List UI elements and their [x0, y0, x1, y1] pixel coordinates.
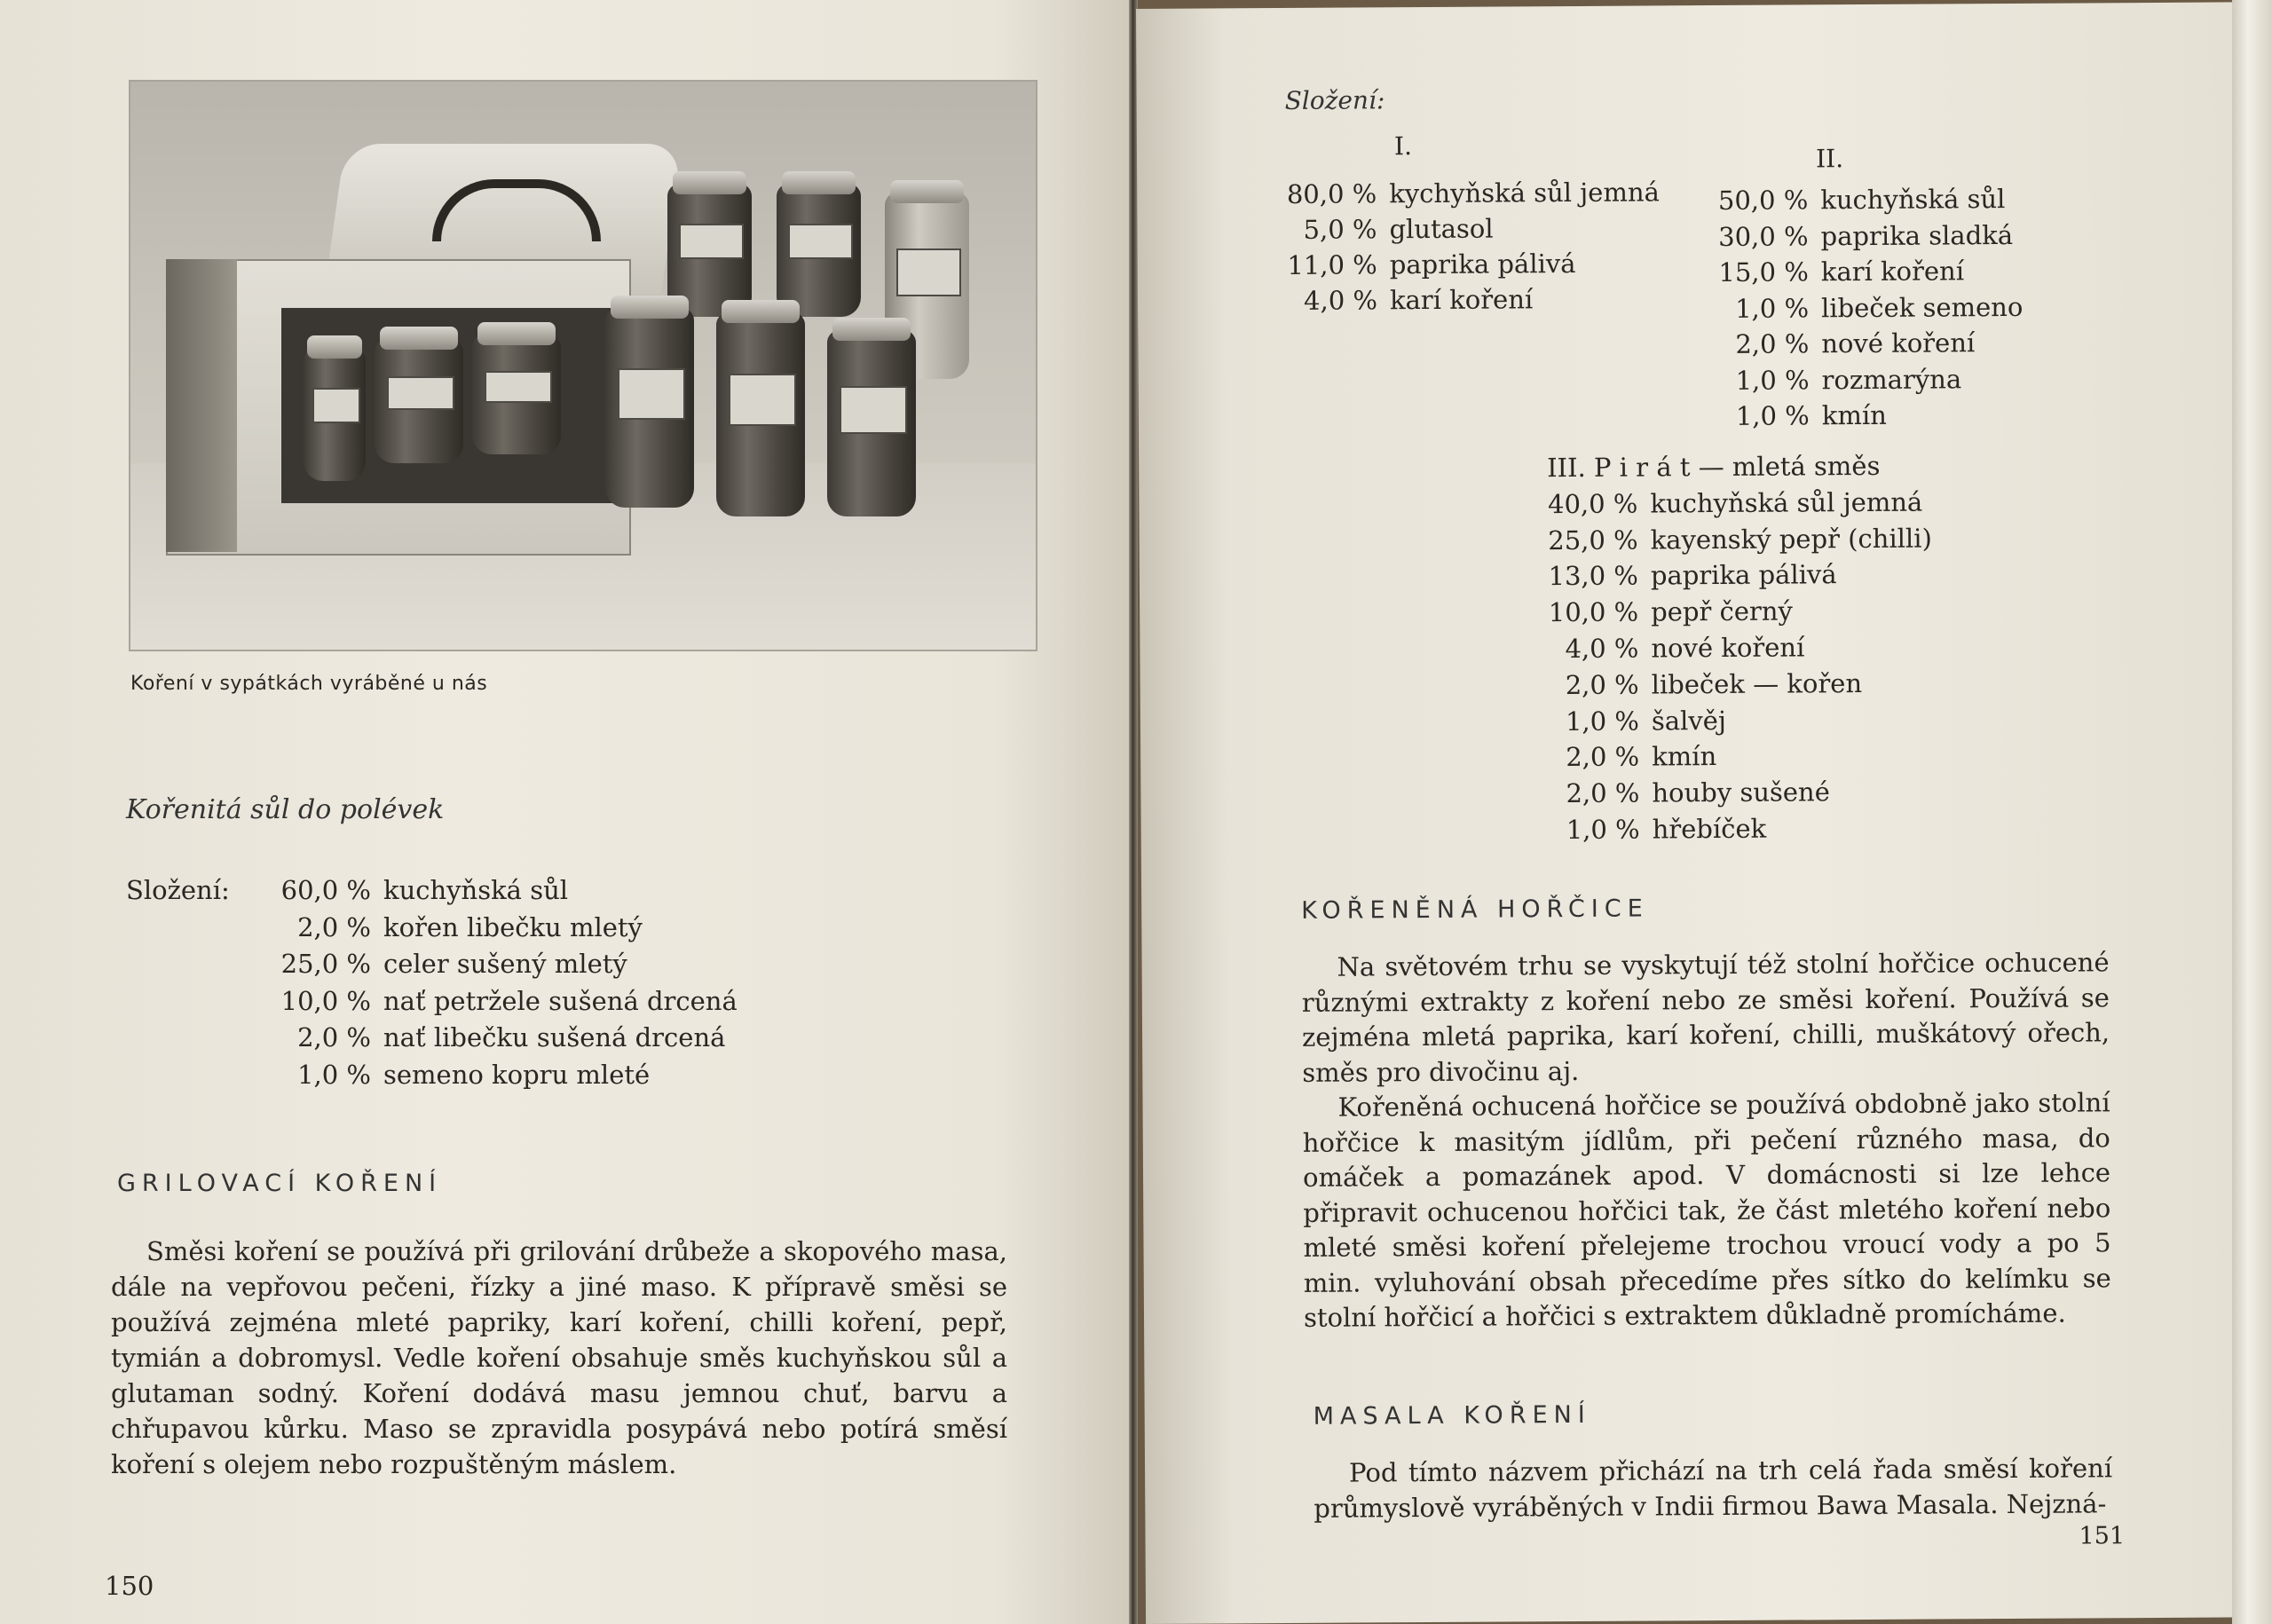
ingredient: libeček — kořen: [1651, 667, 1863, 700]
list-item: [1281, 174, 1660, 212]
paragraph-text: Pod tímto názvem přichází na trh celá řada směsí koření průmyslově vyráběných v Indii firmou Bawa Masala. Nejzná-: [1314, 1453, 2113, 1524]
percentage: 1,0 %: [1735, 364, 1810, 396]
percentage: 1,0 %: [1565, 706, 1640, 737]
spice-jars-photo: [129, 80, 1037, 651]
list-item: [1547, 484, 1931, 522]
seasoned-salt-composition: [126, 872, 738, 1093]
ingredient: rozmarýna: [1821, 363, 1962, 395]
list-item: [126, 983, 738, 1021]
ingredient: kuchyňská sůl jemná: [1650, 486, 1923, 519]
spice-jar: [472, 335, 561, 454]
percentage: 2,0 %: [1566, 741, 1640, 773]
ingredient: kayenský pepř (chilli): [1650, 523, 1932, 556]
mix-1-list: [1281, 174, 1661, 319]
ingredient: kychyňská sůl jemná: [1389, 177, 1660, 209]
percentage: 11,0 %: [1287, 249, 1377, 280]
percentage: 80,0 %: [1286, 178, 1377, 209]
list-item: [1714, 397, 2024, 435]
seasoned-mustard-text: [1301, 945, 2111, 1336]
ingredient: hřebíček: [1652, 813, 1767, 845]
spice-jar: [777, 184, 861, 317]
list-item: [126, 946, 738, 983]
spice-jar: [304, 348, 366, 481]
list-item: [1713, 325, 2024, 363]
mix-numeral-2: II.: [1815, 144, 1844, 174]
list-item: [1282, 280, 1661, 319]
spice-jar: [827, 330, 916, 516]
spice-jar: [716, 312, 805, 516]
grill-seasoning-paragraph: [111, 1234, 1007, 1482]
spice-jar: [375, 339, 463, 463]
percentage: 15,0 %: [1718, 256, 1809, 288]
ingredient: karí koření: [1820, 256, 1965, 288]
mix-3-list: [1547, 448, 1934, 848]
percentage: 13,0 %: [1548, 560, 1639, 592]
composition-label-right: Složení:: [1284, 85, 1385, 115]
list-item: [1713, 288, 2024, 327]
mix-numeral-1: I.: [1393, 131, 1413, 162]
ingredient: semeno kopru mleté: [383, 1059, 651, 1090]
section-title-seasoned-salt: Kořenitá sůl do polévek: [126, 794, 445, 825]
ingredient: kmín: [1652, 741, 1717, 772]
ingredient: kořen libečku mletý: [383, 911, 643, 942]
paragraph-text: Na světovém trhu se vyskytují též stolní hořčice ochucené různými extrakty z koření nebo ze směsi koření. Používá se zejména mletá paprika, karí koření, chilli, muškátový ořech, směs pro divočinu aj.: [1301, 947, 2110, 1088]
list-item: [1281, 209, 1660, 248]
ingredient: šalvěj: [1651, 705, 1726, 737]
ingredient: nať libečku sušená drcená: [383, 1022, 726, 1052]
book-gutter: [1129, 0, 1138, 1624]
list-item: [126, 910, 738, 947]
spice-jar: [605, 308, 694, 508]
ingredient: glutasol: [1389, 213, 1494, 245]
percentage: 2,0 %: [1735, 328, 1810, 359]
percentage: 50,0 %: [1717, 185, 1809, 216]
list-item: [126, 1020, 738, 1057]
ingredient: pepř černý: [1651, 595, 1793, 627]
ingredient: libeček semeno: [1820, 291, 2024, 323]
masala-text: [1314, 1451, 2112, 1525]
rack-side: [166, 259, 237, 552]
list-item: [1549, 737, 1933, 776]
list-item: [1549, 774, 1933, 812]
percentage: 60,0 %: [280, 875, 371, 905]
list-item: [1548, 593, 1932, 631]
percentage: 4,0 %: [1565, 633, 1639, 665]
mix-3-title: III. P i r á t — mletá směs: [1547, 450, 1881, 484]
paragraph-text: Kořeněná ochucená hořčice se používá obdobně jako stolní hořčice k masitým jídlům, při pečení různého masa, do omáček a pomazánek apod. V domácnosti si lze lehce připravit ochucenou hořčici tak, že část mletého koření nebo mleté směsi koření přelejeme trochou vroucí vody a po 5 min. vyluhování obsah přecedíme přes sítko do kelímku se stolní hořčicí a hořčici s extraktem důkladně promícháme.: [1302, 1087, 2111, 1333]
ingredient: celer sušený mletý: [383, 949, 627, 979]
list-item: [1549, 701, 1933, 739]
list-item: [1550, 809, 1934, 847]
mix-2-list: [1712, 181, 2024, 435]
paragraph-text: Směsi koření se používá při grilování drůbeže a skopového masa, dále na vepřovou pečeni, řízky a jiné maso. K přípravě směsi se používá zejména mleté papriky, karí koření, chilli koření, pepř, tymián a dobromysl. Vedle koření obsahuje směs kuchyňskou sůl a glutaman sodný. Koření dodává masu jemnou chuť, barvu a chřupavou kůrku. Maso se zpravidla posypává nebo potírá směsí koření s olejem nebo rozpuštěným máslem.: [111, 1236, 1007, 1479]
list-item: [1282, 245, 1661, 283]
page-number-left: 150: [105, 1571, 154, 1601]
list-item: [126, 1057, 738, 1094]
list-item: [1713, 253, 2024, 291]
list-item: [1713, 360, 2024, 398]
section-heading-seasoned-mustard: KOŘENĚNÁ HOŘČICE: [1301, 895, 1649, 925]
left-page: [0, 0, 1132, 1624]
ingredient: kmín: [1821, 399, 1887, 431]
ingredient: nové koření: [1651, 632, 1805, 664]
ingredient: kuchyňská sůl: [383, 875, 569, 905]
ingredient: kuchyňská sůl: [1820, 184, 2006, 216]
percentage: 5,0 %: [1303, 214, 1377, 245]
percentage: 1,0 %: [1735, 400, 1810, 431]
list-item: [1548, 556, 1932, 595]
list-item: [1549, 665, 1933, 703]
percentage: 10,0 %: [280, 985, 371, 1016]
composition-label: Složení:: [126, 875, 230, 905]
ingredient: paprika pálivá: [1650, 559, 1837, 591]
ingredient: karí koření: [1389, 284, 1534, 316]
percentage: 25,0 %: [280, 949, 371, 979]
percentage: 30,0 %: [1718, 220, 1809, 252]
percentage: 2,0 %: [297, 1022, 371, 1052]
ingredient: paprika sladká: [1820, 219, 2014, 251]
percentage: 1,0 %: [1735, 292, 1810, 324]
list-item: [1712, 181, 2023, 219]
ingredient: houby sušené: [1652, 777, 1830, 808]
list-item: [1712, 217, 2023, 255]
percentage: 40,0 %: [1547, 488, 1638, 519]
percentage: 4,0 %: [1304, 285, 1378, 316]
right-page: [1136, 2, 2246, 1624]
section-heading-masala: MASALA KOŘENÍ: [1313, 1400, 1591, 1431]
percentage: 2,0 %: [297, 911, 371, 942]
list-item: [126, 872, 738, 910]
percentage: 10,0 %: [1548, 596, 1639, 628]
ingredient: paprika pálivá: [1389, 248, 1576, 280]
list-item: [1548, 629, 1932, 667]
page-number-right: 151: [2079, 1522, 2126, 1550]
percentage: 25,0 %: [1548, 524, 1638, 556]
percentage: 2,0 %: [1566, 777, 1640, 809]
percentage: 1,0 %: [1566, 814, 1640, 846]
photo-caption: Koření v sypátkách vyráběné u nás: [130, 673, 488, 695]
ingredient: nové koření: [1821, 327, 1976, 359]
list-item: [1548, 520, 1932, 558]
percentage: 2,0 %: [1565, 669, 1639, 700]
page-edge: [2232, 0, 2272, 1624]
section-heading-grill-seasoning: GRILOVACÍ KOŘENÍ: [117, 1170, 443, 1197]
ingredient: nať petržele sušená drcená: [383, 985, 738, 1016]
percentage: 1,0 %: [297, 1059, 371, 1090]
